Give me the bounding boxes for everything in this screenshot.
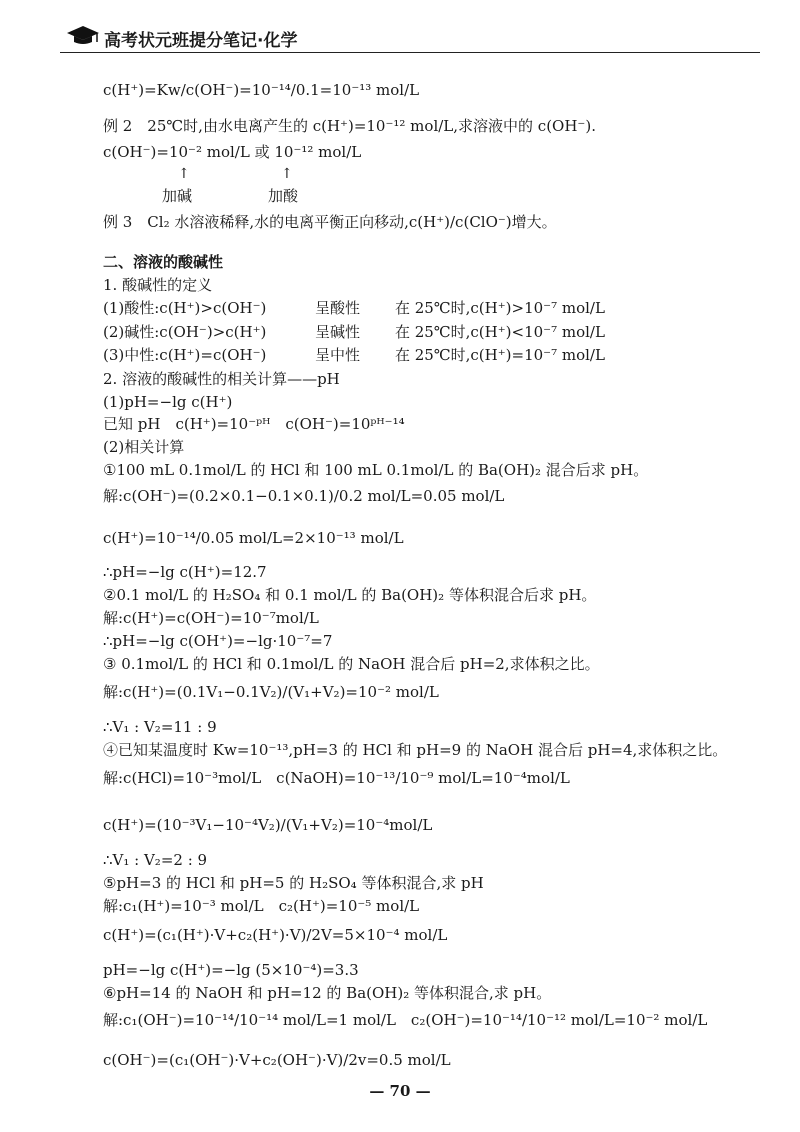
text-line: ∴V₁ : V₂=11 : 9: [103, 718, 217, 736]
text-line: ②0.1 mol/L 的 H₂SO₄ 和 0.1 mol/L 的 Ba(OH)₂ 等体积混合后求 pH。: [103, 586, 597, 604]
definition-cell: 在 25℃时,c(H⁺)=10⁻⁷ mol/L: [395, 346, 605, 364]
annotation-add-base: 加碱: [162, 187, 193, 205]
definition-cell: 呈酸性: [315, 299, 361, 317]
definition-cell: 在 25℃时,c(H⁺)<10⁻⁷ mol/L: [395, 323, 605, 341]
text-line: ∴V₁ : V₂=2 : 9: [103, 851, 208, 869]
text-line: c(H⁺)=Kw/c(OH⁻)=10⁻¹⁴/0.1=10⁻¹³ mol/L: [103, 81, 420, 99]
text-line: 例 3 Cl₂ 水溶液稀释,水的电离平衡正向移动,c(H⁺)/c(ClO⁻)增大。: [103, 213, 557, 231]
header-title: 高考状元班提分笔记·化学: [104, 31, 298, 51]
text-line: 解:c(OH⁻)=(0.2×0.1−0.1×0.1)/0.2 mol/L=0.05 mol/L: [103, 487, 505, 505]
arrow-up-icon: ↑: [178, 166, 190, 182]
text-line: ∴pH=−lg c(OH⁺)=−lg·10⁻⁷=7: [103, 632, 333, 650]
text-line: 1. 酸碱性的定义: [103, 276, 213, 294]
text-line: (1)pH=−lg c(H⁺): [103, 393, 233, 411]
text-line: pH=−lg c(H⁺)=−lg (5×10⁻⁴)=3.3: [103, 961, 359, 979]
text-line: c(OH⁻)=(c₁(OH⁻)·V+c₂(OH⁻)·V)/2v=0.5 mol/L: [103, 1051, 451, 1069]
text-line: 已知 pH c(H⁺)=10⁻ᵖᴴ c(OH⁻)=10ᵖᴴ⁻¹⁴: [103, 415, 405, 433]
definition-cell: (3)中性:c(H⁺)=c(OH⁻): [103, 346, 267, 364]
text-line: ⑥pH=14 的 NaOH 和 pH=12 的 Ba(OH)₂ 等体积混合,求 pH。: [103, 984, 552, 1002]
graduation-cap-icon: [66, 24, 100, 46]
definition-cell: 在 25℃时,c(H⁺)>10⁻⁷ mol/L: [395, 299, 605, 317]
text-line: c(H⁺)=(c₁(H⁺)·V+c₂(H⁺)·V)/2V=5×10⁻⁴ mol/L: [103, 926, 448, 944]
text-line: c(OH⁻)=10⁻² mol/L 或 10⁻¹² mol/L: [103, 143, 362, 161]
annotation-add-acid: 加酸: [268, 187, 299, 205]
text-line: c(H⁺)=10⁻¹⁴/0.05 mol/L=2×10⁻¹³ mol/L: [103, 529, 404, 547]
text-line: 解:c(H⁺)=(0.1V₁−0.1V₂)/(V₁+V₂)=10⁻² mol/L: [103, 683, 439, 701]
page-number: — 70 —: [369, 1082, 431, 1100]
text-line: ③ 0.1mol/L 的 HCl 和 0.1mol/L 的 NaOH 混合后 pH=2,求体积之比。: [103, 655, 600, 673]
text-line: 2. 溶液的酸碱性的相关计算——pH: [103, 370, 340, 388]
text-line: 二、溶液的酸碱性: [103, 253, 224, 271]
text-line: ①100 mL 0.1mol/L 的 HCl 和 100 mL 0.1mol/L 的 Ba(OH)₂ 混合后求 pH。: [103, 461, 649, 479]
text-line: ∴pH=−lg c(H⁺)=12.7: [103, 563, 267, 581]
text-line: ⑤pH=3 的 HCl 和 pH=5 的 H₂SO₄ 等体积混合,求 pH: [103, 874, 484, 892]
text-line: 例 2 25℃时,由水电离产生的 c(H⁺)=10⁻¹² mol/L,求溶液中的 c(OH⁻).: [103, 117, 596, 135]
definition-cell: 呈碱性: [315, 323, 361, 341]
definition-cell: 呈中性: [315, 346, 361, 364]
text-line: c(H⁺)=(10⁻³V₁−10⁻⁴V₂)/(V₁+V₂)=10⁻⁴mol/L: [103, 816, 433, 834]
text-line: 解:c₁(H⁺)=10⁻³ mol/L c₂(H⁺)=10⁻⁵ mol/L: [103, 897, 420, 915]
definition-cell: (1)酸性:c(H⁺)>c(OH⁻): [103, 299, 267, 317]
text-line: 解:c(HCl)=10⁻³mol/L c(NaOH)=10⁻¹³/10⁻⁹ mol/L=10⁻⁴mol/L: [103, 769, 570, 787]
page-header: [60, 18, 760, 56]
text-line: 解:c₁(OH⁻)=10⁻¹⁴/10⁻¹⁴ mol/L=1 mol/L c₂(OH⁻)=10⁻¹⁴/10⁻¹² mol/L=10⁻² mol/L: [103, 1011, 708, 1029]
arrow-up-icon: ↑: [281, 166, 293, 182]
text-line: (2)相关计算: [103, 438, 185, 456]
text-line: ④已知某温度时 Kw=10⁻¹³,pH=3 的 HCl 和 pH=9 的 NaOH 混合后 pH=4,求体积之比。: [103, 741, 728, 759]
header-rule: [60, 52, 760, 53]
definition-cell: (2)碱性:c(OH⁻)>c(H⁺): [103, 323, 267, 341]
text-line: 解:c(H⁺)=c(OH⁻)=10⁻⁷mol/L: [103, 609, 319, 627]
